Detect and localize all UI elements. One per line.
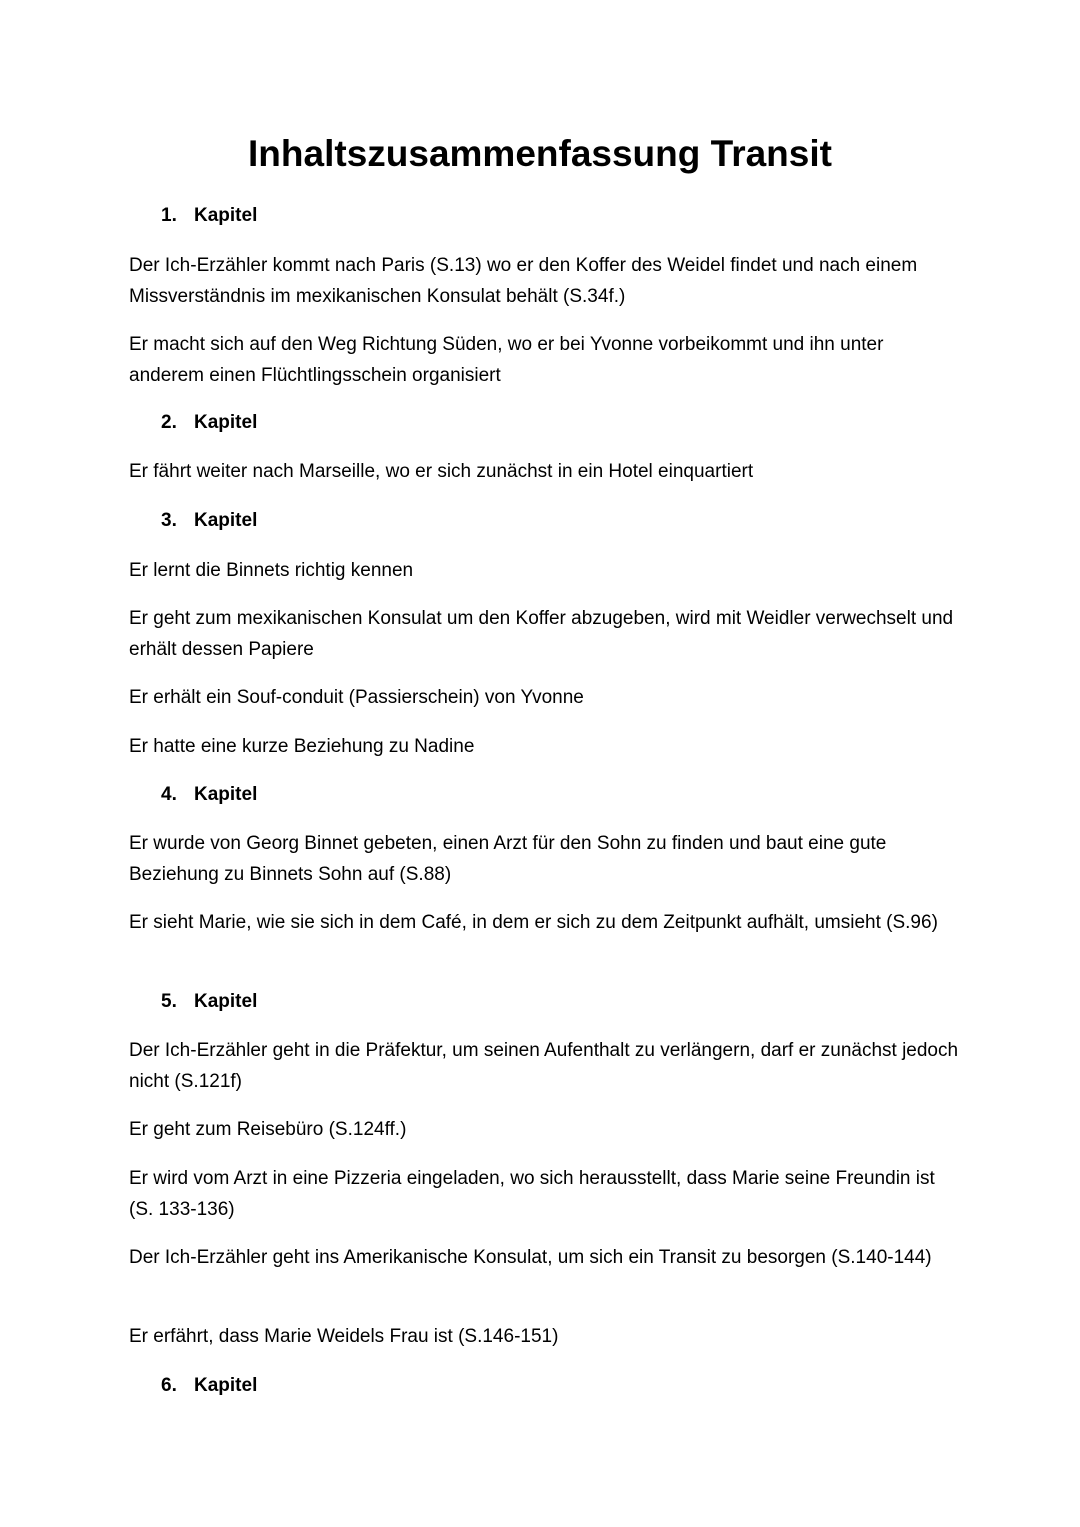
chapter-heading-1: [161, 203, 257, 229]
chapter-number: 2.: [161, 412, 177, 433]
document-title: Inhaltszusammenfassung Transit: [248, 133, 832, 174]
paragraph: Er erfährt, dass Marie Weidels Frau ist (S.146-151): [129, 1326, 559, 1347]
chapter-number: 1.: [161, 205, 177, 226]
chapter-number: 6.: [161, 1375, 177, 1396]
paragraph: Der Ich-Erzähler kommt nach Paris (S.13) wo er den Koffer des Weidel findet und nach einem Missverständnis im mexikanischen Konsulat behält (S.34f.): [129, 255, 918, 307]
paragraph: Er erhält ein Souf-conduit (Passierschein) von Yvonne: [129, 687, 584, 708]
chapter-heading-4: [161, 782, 257, 808]
chapter-number: 3.: [161, 510, 177, 531]
chapter-label: Kapitel: [194, 205, 258, 226]
chapter-label: Kapitel: [194, 1375, 258, 1396]
paragraph: Der Ich-Erzähler geht ins Amerikanische Konsulat, um sich ein Transit zu besorgen (S.140-144): [129, 1247, 932, 1268]
paragraph: Er macht sich auf den Weg Richtung Süden, wo er bei Yvonne vorbeikommt und ihn unter anderem einen Flüchtlingsschein organisiert: [129, 334, 884, 386]
paragraph: Er geht zum Reisebüro (S.124ff.): [129, 1119, 407, 1140]
chapter-number: 5.: [161, 991, 177, 1012]
chapter-label: Kapitel: [194, 991, 258, 1012]
chapter-heading-6: [161, 1373, 257, 1399]
paragraph: Er geht zum mexikanischen Konsulat um den Koffer abzugeben, wird mit Weidler verwechselt und erhält dessen Papiere: [129, 608, 954, 660]
paragraph: Er hatte eine kurze Beziehung zu Nadine: [129, 736, 475, 757]
chapter-heading-3: [161, 508, 257, 534]
chapter-label: Kapitel: [194, 510, 258, 531]
chapter-label: Kapitel: [194, 412, 258, 433]
paragraph: Er wurde von Georg Binnet gebeten, einen Arzt für den Sohn zu finden und baut eine gute Beziehung zu Binnets Sohn auf (S.88): [129, 833, 887, 885]
paragraph: Der Ich-Erzähler geht in die Präfektur, um seinen Aufenthalt zu verlängern, darf er zunächst jedoch nicht (S.121f): [129, 1040, 959, 1092]
chapter-heading-2: [161, 410, 257, 436]
chapter-heading-5: [161, 989, 257, 1015]
chapter-number: 4.: [161, 784, 177, 805]
paragraph: Er wird vom Arzt in eine Pizzeria eingeladen, wo sich herausstellt, dass Marie seine Freundin ist (S. 133-136): [129, 1168, 935, 1220]
paragraph: Er sieht Marie, wie sie sich in dem Café, in dem er sich zu dem Zeitpunkt aufhält, umsieht (S.96): [129, 912, 938, 933]
chapter-label: Kapitel: [194, 784, 258, 805]
paragraph: Er lernt die Binnets richtig kennen: [129, 560, 414, 581]
paragraph: Er fährt weiter nach Marseille, wo er sich zunächst in ein Hotel einquartiert: [129, 461, 754, 482]
